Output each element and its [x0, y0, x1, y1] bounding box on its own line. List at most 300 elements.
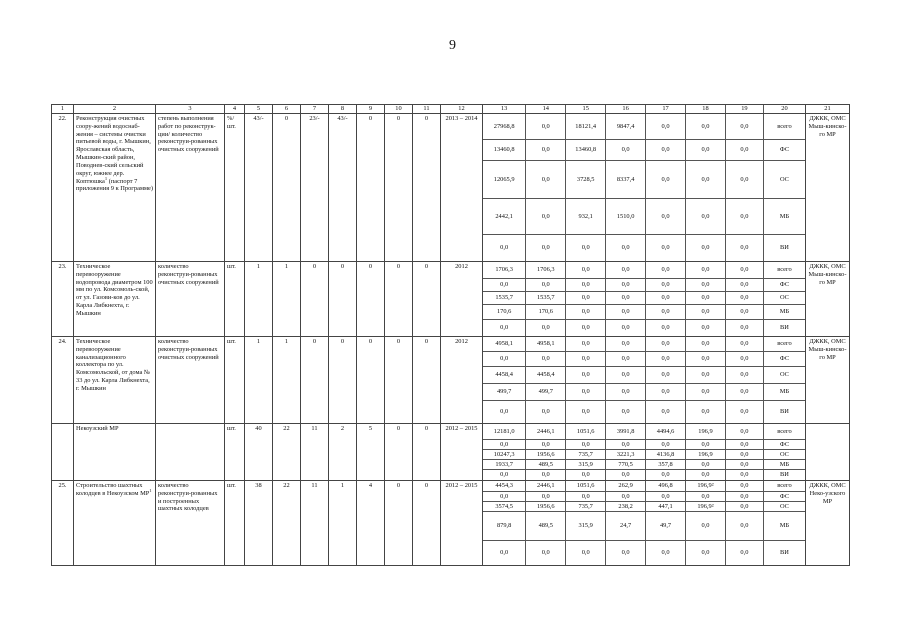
funding-amount: 0,0: [646, 401, 686, 424]
indicator-value: 1: [273, 337, 301, 424]
funding-amount: 0,0: [483, 352, 526, 367]
executor: ДЖКК, ОМС Мыш-кинско-го МР: [806, 337, 850, 424]
funding-amount: 0,0: [725, 470, 763, 481]
funding-amount: 1933,7: [483, 460, 526, 470]
funding-amount: 12065,9: [483, 161, 526, 199]
funding-amount: 357,8: [646, 460, 686, 470]
funding-amount: 499,7: [526, 384, 566, 401]
funding-amount: 196,9: [686, 450, 726, 460]
funding-amount: 0,0: [725, 481, 763, 492]
funding-amount: 496,8: [646, 481, 686, 492]
funding-amount: 0,0: [686, 114, 726, 140]
indicator-value: 23/-: [301, 114, 329, 262]
row-number: 25.: [52, 481, 74, 566]
funding-amount: 0,0: [646, 199, 686, 235]
funding-amount: 932,1: [566, 199, 606, 235]
funding-amount: 0,0: [646, 279, 686, 292]
unit: шт.: [225, 424, 245, 481]
funding-amount: 0,0: [483, 235, 526, 262]
funding-amount: 735,7: [566, 502, 606, 512]
funding-amount: 238,2: [606, 502, 646, 512]
column-number: 11: [413, 105, 441, 114]
column-number: 6: [273, 105, 301, 114]
funding-amount: 0,0: [686, 470, 726, 481]
financing-row: [483, 502, 805, 512]
funding-amount: 8337,4: [606, 161, 646, 199]
program-row: [52, 114, 850, 262]
funding-source: ОС: [763, 450, 805, 460]
financing-row: [483, 481, 805, 492]
unit: шт.: [225, 481, 245, 566]
funding-amount: 0,0: [646, 470, 686, 481]
program-table: [51, 104, 850, 566]
column-number: 5: [245, 105, 273, 114]
indicator-value: 22: [273, 424, 301, 481]
funding-amount: 0,0: [566, 320, 606, 337]
period: 2012 – 2015: [441, 424, 483, 481]
funding-amount: 0,0: [606, 352, 646, 367]
column-number: 13: [483, 105, 526, 113]
funding-amount: 1051,6: [566, 481, 606, 492]
funding-amount: 3574,5: [483, 502, 526, 512]
indicator-value: 0: [385, 262, 413, 337]
funding-amount: 0,0: [566, 337, 606, 352]
period: 2012 – 2015: [441, 481, 483, 566]
funding-amount: 0,0: [483, 492, 526, 502]
funding-source: МБ: [763, 512, 805, 541]
funding-amount: 13460,8: [483, 140, 526, 161]
column-number: 19: [725, 105, 763, 113]
funding-amount: 0,0: [646, 161, 686, 199]
funding-amount: 0,0: [606, 401, 646, 424]
funding-amount: 0,0: [725, 292, 763, 305]
unit: %/ шт.: [225, 114, 245, 262]
funding-amount: 9847,4: [606, 114, 646, 140]
funding-amount: 0,0: [526, 541, 566, 566]
funding-amount: 489,5: [526, 512, 566, 541]
measure-name-text: Реконструкция очистных соору-жений водоснаб-жения – системы очистки питьевой воды, г. Мышкин, Ярославская область, Мышкин-ский район, Поводнев-ский сельский округ, южнее дер. Коптюшка: [76, 115, 151, 185]
financing-row: [483, 140, 805, 161]
funding-amount: 0,0: [725, 114, 763, 140]
period: 2012: [441, 337, 483, 424]
funding-amount: 0,0: [526, 140, 566, 161]
funding-amount: 315,9: [566, 512, 606, 541]
funding-amount: 0,0: [606, 235, 646, 262]
funding-source: МБ: [763, 384, 805, 401]
funding-amount: 0,0: [566, 541, 606, 566]
column-number: 9: [357, 105, 385, 114]
funding-amount: 0,0: [606, 305, 646, 320]
funding-amount: 0,0: [526, 199, 566, 235]
column-number: 1: [52, 105, 74, 114]
financing-row: [483, 279, 805, 292]
funding-amount: 0,0: [725, 320, 763, 337]
funding-amount: 1535,7: [526, 292, 566, 305]
funding-amount: 1706,3: [526, 262, 566, 279]
column-number: 21: [806, 105, 850, 114]
executor: ДЖКК, ОМС Мыш-кинско-го МР: [806, 262, 850, 337]
funding-amount: 0,0: [526, 279, 566, 292]
column-number: 20: [781, 105, 788, 113]
funding-amount: 0,0: [725, 140, 763, 161]
financing-row: [483, 450, 805, 460]
indicator-value: 0: [301, 337, 329, 424]
funding-source: ОС: [763, 161, 805, 199]
funding-amount: 0,0: [483, 541, 526, 566]
funding-amount: 4958,1: [526, 337, 566, 352]
funding-source: ФС: [763, 352, 805, 367]
funding-amount: 0,0: [646, 384, 686, 401]
funding-amount: 49,7: [646, 512, 686, 541]
funding-source: всего: [763, 262, 805, 279]
funding-amount: 170,6: [483, 305, 526, 320]
indicator-value: 0: [413, 262, 441, 337]
funding-amount: 0,0: [725, 305, 763, 320]
row-number: [52, 424, 74, 481]
funding-amount: 0,0: [566, 440, 606, 450]
indicator-value: 0: [273, 114, 301, 262]
funding-amount: 0,0: [725, 262, 763, 279]
funding-source: ВИ: [780, 408, 789, 416]
indicator-value: 0: [385, 337, 413, 424]
funding-amount: 0,0: [646, 492, 686, 502]
measure-name-tail: (паспорт 7 приложения 9 к Программе): [76, 177, 154, 193]
column-number: 18: [686, 105, 726, 113]
funding-amount: 0,0: [725, 337, 763, 352]
indicator-name: степень выполнения работ по реконструк-ции/ количество реконструи-рованных очистных сооружений: [156, 114, 225, 262]
funding-amount: 0,0: [725, 161, 763, 199]
funding-amount: 0,0: [526, 470, 566, 481]
financing-row: [483, 305, 805, 320]
financing-block: [483, 481, 806, 566]
funding-amount: 24,7: [606, 512, 646, 541]
indicator-value: 4: [357, 481, 385, 566]
funding-amount: 196,9²: [686, 502, 726, 512]
funding-source: ВИ: [780, 549, 789, 557]
funding-amount: 3728,5: [566, 161, 606, 199]
funding-amount: 0,0: [686, 460, 726, 470]
financing-row: [483, 367, 805, 384]
financing-header: [483, 105, 806, 114]
funding-amount: 499,7: [483, 384, 526, 401]
column-number: 2: [74, 105, 156, 114]
indicator-value: 2: [329, 424, 357, 481]
funding-amount: 0,0: [566, 262, 606, 279]
funding-amount: 0,0: [526, 492, 566, 502]
indicator-value: 0: [385, 424, 413, 481]
indicator-value: 5: [357, 424, 385, 481]
column-number: 12: [441, 105, 483, 114]
indicator-value: 0: [413, 337, 441, 424]
funding-amount: 0,0: [686, 401, 726, 424]
funding-amount: 0,0: [606, 367, 646, 384]
funding-amount: 0,0: [725, 512, 763, 541]
indicator-value: 0: [385, 481, 413, 566]
financing-row: [483, 114, 805, 140]
funding-amount: 0,0: [725, 235, 763, 262]
page-number: 9: [449, 38, 456, 53]
funding-source: ФС: [763, 140, 805, 161]
column-number: 16: [606, 105, 646, 113]
funding-amount: 0,0: [606, 492, 646, 502]
funding-amount: 1535,7: [483, 292, 526, 305]
funding-amount: 2446,1: [526, 424, 566, 440]
column-number: 15: [566, 105, 606, 113]
funding-amount: 0,0: [725, 279, 763, 292]
financing-row: [483, 199, 805, 235]
funding-amount: 0,0: [646, 114, 686, 140]
funding-amount: 0,0: [686, 262, 726, 279]
funding-amount: 0,0: [646, 320, 686, 337]
funding-amount: 0,0: [725, 460, 763, 470]
measure-name: [74, 337, 156, 424]
funding-amount: 0,0: [566, 384, 606, 401]
program-row: [52, 424, 850, 481]
funding-amount: 0,0: [725, 401, 763, 424]
funding-amount: 4136,8: [646, 450, 686, 460]
column-number: 14: [526, 105, 566, 113]
funding-amount: 489,5: [526, 460, 566, 470]
indicator-value: 11: [301, 424, 329, 481]
funding-amount: 447,1: [646, 502, 686, 512]
funding-amount: 0,0: [483, 279, 526, 292]
funding-source: всего: [763, 481, 805, 492]
funding-source: всего: [763, 337, 805, 352]
funding-amount: 0,0: [526, 114, 566, 140]
financing-row: [483, 320, 805, 337]
indicator-name: количество реконструи-рованных очистных сооружений: [156, 337, 225, 424]
funding-source: ФС: [763, 440, 805, 450]
funding-amount: 770,5: [606, 460, 646, 470]
indicator-value: 0: [301, 262, 329, 337]
measure-name: [74, 262, 156, 337]
funding-amount: 0,0: [725, 502, 763, 512]
row-number: 23.: [52, 262, 74, 337]
funding-amount: 0,0: [686, 199, 726, 235]
indicator-value: 0: [357, 114, 385, 262]
funding-amount: 0,0: [686, 337, 726, 352]
funding-amount: 1956,6: [526, 450, 566, 460]
unit: шт.: [225, 337, 245, 424]
column-number-row: [52, 105, 850, 114]
funding-amount: 262,9: [606, 481, 646, 492]
funding-amount: 1051,6: [566, 424, 606, 440]
funding-amount: 1706,3: [483, 262, 526, 279]
funding-amount: 0,0: [566, 470, 606, 481]
measure-name-text: Некоузский МР: [76, 425, 119, 432]
funding-amount: 0,0: [725, 492, 763, 502]
funding-amount: 0,0: [566, 352, 606, 367]
funding-source: ОС: [763, 292, 805, 305]
funding-amount: 2446,1: [526, 481, 566, 492]
indicator-name: количество реконструи-рованных очистных сооружений: [156, 262, 225, 337]
funding-amount: 0,0: [686, 320, 726, 337]
funding-amount: 0,0: [725, 199, 763, 235]
funding-amount: 735,7: [566, 450, 606, 460]
funding-amount: 0,0: [646, 262, 686, 279]
funding-amount: 0,0: [606, 279, 646, 292]
funding-amount: 3991,8: [606, 424, 646, 440]
funding-amount: 0,0: [483, 440, 526, 450]
funding-amount: 0,0: [566, 367, 606, 384]
financing-row: [483, 541, 805, 566]
funding-amount: 1510,0: [606, 199, 646, 235]
funding-amount: 170,6: [526, 305, 566, 320]
funding-amount: 0,0: [566, 292, 606, 305]
indicator-value: 22: [273, 481, 301, 566]
measure-name-text: Строительство шахтных колодцев в Некоузском МР: [76, 482, 150, 497]
funding-amount: 0,0: [725, 440, 763, 450]
funding-amount: 18121,4: [566, 114, 606, 140]
indicator-value: 0: [329, 262, 357, 337]
funding-amount: 879,8: [483, 512, 526, 541]
funding-amount: 4458,4: [483, 367, 526, 384]
funding-amount: 0,0: [646, 367, 686, 384]
column-number: 4: [225, 105, 245, 114]
funding-amount: 0,0: [686, 279, 726, 292]
funding-amount: 4958,1: [483, 337, 526, 352]
funding-amount: 0,0: [686, 512, 726, 541]
funding-amount: 12181,0: [483, 424, 526, 440]
executor: ДЖКК, ОМС Неко-узского МР: [806, 481, 850, 566]
funding-amount: 0,0: [526, 161, 566, 199]
funding-amount: 0,0: [606, 337, 646, 352]
funding-amount: 0,0: [566, 492, 606, 502]
financing-row: [483, 384, 805, 401]
indicator-value: 0: [413, 424, 441, 481]
funding-source: всего: [763, 424, 805, 440]
funding-source: ОС: [763, 367, 805, 384]
funding-amount: 3221,3: [606, 450, 646, 460]
funding-amount: 0,0: [526, 401, 566, 424]
financing-row: [483, 424, 805, 440]
funding-amount: 0,0: [646, 352, 686, 367]
column-number: 10: [385, 105, 413, 114]
funding-amount: 0,0: [725, 384, 763, 401]
funding-source: ВИ: [780, 244, 789, 252]
funding-amount: 0,0: [606, 384, 646, 401]
footnote-mark: 1: [104, 175, 108, 181]
column-number: 8: [329, 105, 357, 114]
funding-amount: 0,0: [686, 161, 726, 199]
indicator-value: 1: [245, 262, 273, 337]
funding-amount: 0,0: [483, 320, 526, 337]
period: 2013 – 2014: [441, 114, 483, 262]
indicator-value: 43/-: [329, 114, 357, 262]
financing-row: [483, 440, 805, 450]
financing-row: [483, 262, 805, 279]
indicator-value: 40: [245, 424, 273, 481]
funding-amount: 0,0: [646, 541, 686, 566]
financing-row: [483, 235, 805, 262]
funding-amount: 0,0: [725, 367, 763, 384]
financing-row: [483, 512, 805, 541]
funding-source: ФС: [763, 279, 805, 292]
funding-amount: 0,0: [686, 440, 726, 450]
funding-amount: 13460,8: [566, 140, 606, 161]
funding-amount: 0,0: [606, 140, 646, 161]
measure-name: [74, 481, 156, 566]
financing-row: [483, 460, 805, 470]
funding-amount: 0,0: [686, 140, 726, 161]
row-number: 24.: [52, 337, 74, 424]
funding-source: всего: [763, 114, 805, 140]
indicator-value: 0: [413, 114, 441, 262]
funding-amount: 1956,6: [526, 502, 566, 512]
funding-amount: 2442,1: [483, 199, 526, 235]
indicator-value: 1: [245, 337, 273, 424]
funding-amount: 0,0: [606, 541, 646, 566]
funding-amount: 10247,3: [483, 450, 526, 460]
financing-row: [483, 492, 805, 502]
financing-row: [483, 161, 805, 199]
indicator-value: 0: [357, 262, 385, 337]
funding-amount: 0,0: [686, 384, 726, 401]
funding-amount: 0,0: [606, 262, 646, 279]
funding-amount: 0,0: [566, 235, 606, 262]
financing-block: [483, 337, 806, 424]
funding-amount: 0,0: [646, 440, 686, 450]
funding-amount: 0,0: [566, 279, 606, 292]
funding-source: ВИ: [780, 471, 789, 479]
funding-amount: 0,0: [725, 450, 763, 460]
funding-amount: 0,0: [725, 541, 763, 566]
measure-name: [74, 424, 156, 481]
funding-amount: 4454,3: [483, 481, 526, 492]
funding-amount: 0,0: [686, 541, 726, 566]
indicator-value: 0: [413, 481, 441, 566]
indicator-value: 1: [273, 262, 301, 337]
funding-amount: 4494,6: [646, 424, 686, 440]
funding-amount: 0,0: [725, 352, 763, 367]
indicator-value: 0: [329, 337, 357, 424]
funding-amount: 0,0: [483, 470, 526, 481]
executor: ДЖКК, ОМС Мыш-кинско-го МР: [806, 114, 850, 262]
funding-amount: 0,0: [686, 235, 726, 262]
funding-amount: 315,9: [566, 460, 606, 470]
indicator-value: 0: [357, 337, 385, 424]
period: 2012: [441, 262, 483, 337]
funding-amount: 0,0: [686, 492, 726, 502]
indicator-value: 38: [245, 481, 273, 566]
column-number: 17: [646, 105, 686, 113]
funding-source: ФС: [763, 492, 805, 502]
funding-amount: 0,0: [646, 140, 686, 161]
funding-amount: 0,0: [686, 367, 726, 384]
column-number: 3: [156, 105, 225, 114]
funding-source: МБ: [763, 199, 805, 235]
financing-row: [483, 470, 805, 481]
funding-amount: 0,0: [646, 292, 686, 305]
funding-amount: 0,0: [725, 424, 763, 440]
financing-row: [483, 401, 805, 424]
footnote-mark: 1: [149, 487, 152, 493]
executor: [806, 424, 850, 481]
column-number: 7: [301, 105, 329, 114]
indicator-value: 1: [329, 481, 357, 566]
funding-amount: 196,9: [686, 424, 726, 440]
funding-amount: 0,0: [526, 352, 566, 367]
funding-amount: 27968,8: [483, 114, 526, 140]
indicator-value: 43/-: [245, 114, 273, 262]
funding-source: МБ: [763, 460, 805, 470]
funding-amount: 0,0: [646, 235, 686, 262]
measure-name-text: Техническое перевооружение водопровода диаметром 100 мм по ул. Комсомоль-ской, от ул. Газови-ков до ул. Карла Либкнехта, г. Мышкин: [76, 263, 153, 317]
funding-amount: 0,0: [483, 401, 526, 424]
funding-amount: 0,0: [566, 305, 606, 320]
financing-row: [483, 292, 805, 305]
funding-amount: 0,0: [646, 337, 686, 352]
